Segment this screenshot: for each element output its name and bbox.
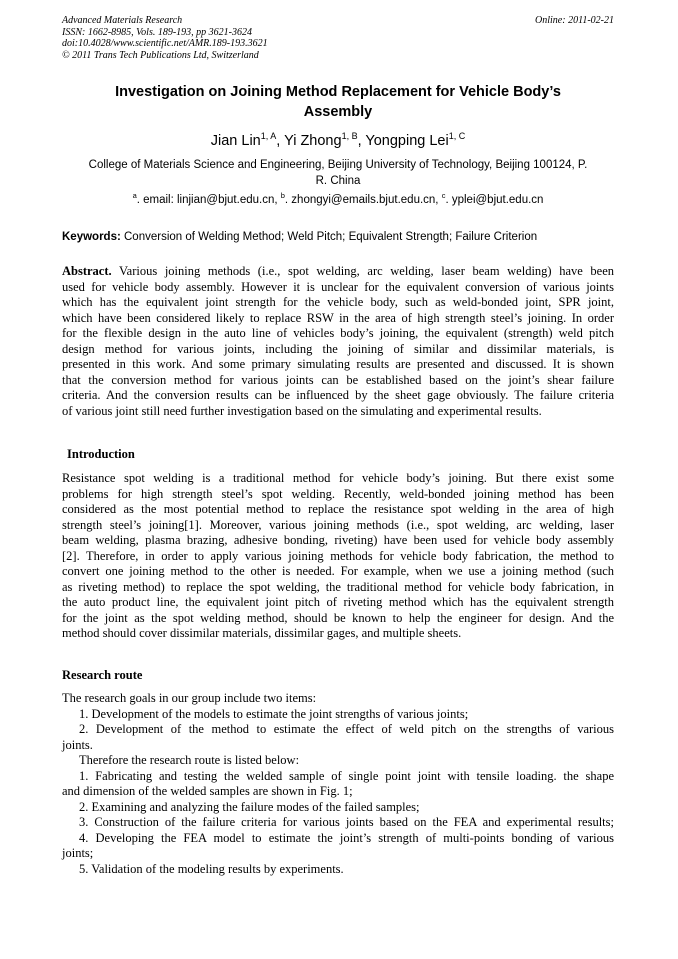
keywords-label: Keywords: — [62, 231, 121, 243]
journal-name: Advanced Materials Research — [62, 15, 183, 26]
affiliation-line: R. China — [315, 175, 361, 187]
abstract-label: Abstract. — [62, 264, 112, 278]
route-step: 5. Validation of the modeling results by experiments. — [79, 861, 344, 876]
author-affiliation-mark: 1, B — [341, 131, 358, 141]
email-a[interactable]: . email: linjian@bjut.edu.cn, — [136, 194, 281, 206]
abstract — [62, 264, 614, 419]
paper-title — [62, 82, 614, 122]
research-route-heading: Research route — [62, 668, 143, 682]
intro-line: beam welding, plasma brazing, adhesive bonding, riveting) have been used for vehicle body assembly — [62, 533, 614, 547]
abstract-line — [62, 264, 614, 280]
email-mark: a — [132, 191, 137, 200]
intro-line: convert one joining method to the other is needed. For example, when we use a joining method (such — [62, 564, 614, 578]
route-goal: 2. Development of the method to estimate the effect of weld pitch on the strengths of various — [79, 722, 614, 736]
abstract-line: for the flexible design in the auto line of vehicles body’s joining, the equivalent (strength) weld pitch — [62, 326, 614, 340]
author-name: Jian Lin — [210, 133, 261, 149]
route-step-continued: and dimension of the welded samples are shown in Fig. 1; — [62, 784, 353, 798]
abstract-line: design method for various joints, including the joining of similar and dissimilar materials, is — [62, 341, 614, 356]
intro-line: problems for high strength steel’s spot welding. Recently, weld-bonded joining method has been — [62, 486, 614, 501]
route-line: Therefore the research route is listed below: — [79, 753, 300, 767]
abstract-line: which has the equivalent joint strength for the vehicle body, such as weld-bonded joint, SPR joint, — [62, 295, 614, 309]
intro-line: considered as the most potential method to replace the resistance spot welding in the area of high — [62, 502, 614, 516]
email-b[interactable]: . zhongyi@emails.bjut.edu.cn, — [284, 194, 442, 206]
abstract-line: presented in this work. And some primary simulating results are presented and discussed. It is shown — [62, 357, 614, 371]
intro-line: Resistance spot welding is a traditional method for vehicle body’s joining. But there exist some — [62, 471, 614, 485]
introduction-body — [62, 471, 614, 642]
title-line: Assembly — [303, 104, 373, 120]
route-step: 3. Construction of the failure criteria for various joints based on the FEA and experimental results; — [79, 815, 614, 829]
abstract-line: criteria. And the conversion results can be influenced by the sheet gage obviously. The failure criteria — [62, 388, 614, 402]
abstract-line: of various joint still need further investigation based on the simulating and experimental results. — [62, 403, 542, 418]
intro-line: as riveting method) to replace the spot welding, the traditional method for vehicle body fabrication, in — [62, 579, 614, 594]
author-separator: , — [276, 133, 285, 149]
route-step-continued: joints; — [62, 846, 94, 860]
abstract-first-line: Various joining methods (i.e., spot welding, arc welding, laser beam welding) have been — [111, 264, 614, 278]
abstract-line: that the conversion method for various joints can be established based on the joint’s shear failure — [62, 372, 614, 387]
email-mark: c — [441, 191, 446, 200]
issn-line: ISSN: 1662-8985, Vols. 189-193, pp 3621-3624 — [62, 26, 252, 38]
author-affiliation-mark: 1, A — [260, 131, 277, 141]
author-name: Yi Zhong — [284, 133, 342, 149]
journal-header — [62, 15, 614, 61]
intro-line: the auto product line, the equivalent joint pitch of riveting method which has the equivalent strength — [62, 595, 614, 609]
abstract-line: used for vehicle body assembly. However it is unclear for the equivalent conversion of various joints — [62, 279, 614, 294]
route-line: The research goals in our group include two items: — [62, 691, 317, 705]
route-goal: 1. Development of the models to estimate the joint strengths of various joints; — [79, 706, 469, 721]
email-mark: b — [280, 191, 285, 200]
author-emails — [62, 192, 614, 208]
affiliation-line: College of Materials Science and Engineering, Beijing University of Technology, Beijing 100124, P. — [88, 159, 588, 171]
affiliation — [62, 157, 614, 189]
author-affiliation-mark: 1, C — [448, 131, 466, 141]
email-c[interactable]: . yplei@bjut.edu.cn — [445, 194, 544, 206]
abstract-line: which have been considered likely to replace RSW in the area of high strength steel’s joining. In order — [62, 310, 614, 325]
research-route-body — [62, 691, 614, 877]
introduction-heading: Introduction — [67, 447, 135, 461]
doi-line[interactable]: doi:10.4028/www.scientific.net/AMR.189-193.3621 — [62, 38, 268, 49]
intro-line: strength steel’s joining[1]. Moreover, various joining methods (i.e., spot welding, arc welding, laser — [62, 517, 614, 532]
author-separator: , — [357, 133, 366, 149]
keywords — [62, 229, 614, 245]
intro-line: method should cover dissimilar materials, dissimilar gages, and multiple sheets. — [62, 626, 462, 640]
online-date: Online: 2011-02-21 — [535, 15, 614, 26]
intro-line: [2]. Therefore, in order to apply various joining methods for vehicle body fabrication, the method to — [62, 548, 614, 563]
author-name: Yongping Lei — [365, 133, 449, 149]
author-list — [62, 131, 614, 151]
route-step: 4. Developing the FEA model to estimate the joint’s strength of multi-points bonding of various — [79, 830, 614, 845]
intro-line: for the joint as the spot welding method, should be known to help the engineer for design. And the — [62, 610, 614, 625]
route-step: 2. Examining and analyzing the failure modes of the failed samples; — [79, 799, 420, 814]
route-step: 1. Fabricating and testing the welded sample of single point joint with tensile loading. the shape — [79, 768, 614, 783]
keywords-text: Conversion of Welding Method; Weld Pitch; Equivalent Strength; Failure Criterion — [120, 231, 538, 243]
title-line: Investigation on Joining Method Replacement for Vehicle Body’s — [115, 84, 561, 100]
route-goal-continued: joints. — [62, 737, 93, 752]
copyright-line: © 2011 Trans Tech Publications Ltd, Switzerland — [62, 49, 259, 61]
